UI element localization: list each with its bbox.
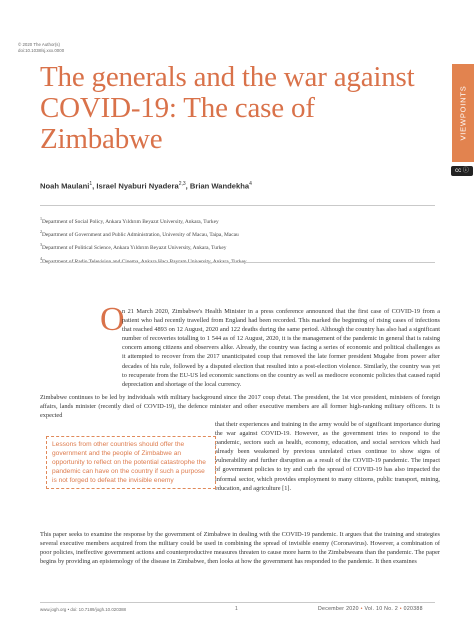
affiliation-text: Department of Government and Public Administration, University of Macau, Taipa, Macau [42,232,239,238]
affiliation-text: Department of Social Policy, Ankara Yıldırım Beyazıt University, Ankara, Turkey [42,218,219,225]
author-affil-ref: 4 [249,181,252,187]
section-tab-label: VIEWPOINTS [458,85,468,141]
affiliation-number: 4 [40,255,42,261]
footer-divider [40,602,435,603]
author-affil-ref: 1 [89,181,93,187]
doi-line: doi:10.1038/sj.xxx.0000 [18,48,65,53]
issue-info [318,606,423,612]
affiliation-item [40,254,420,267]
affiliation-list [40,214,420,267]
body-paragraph-3: This paper seeks to examine the response by the government of Zimbabwe in dealing with the COVID-19 pandemic. It argues that the training and strategies several executive members acquired from the military could be used in combining the spread of invisible enemy (Coronavirus). However, a combination of poor policies, ineffective government actions and counterproductive measures threaten to cause more harm to the Zimbabweans than the pandemic. The paper begins by providing an epistemology of the disease in Zimbabwe, then looks at how the government has responded to the pandemic. It then examines [40,531,440,566]
author-list: Noah Maulani$^1$, Israel Nyaburi Nyadera$^{2,3}$, Brian Wandekha$^4$ [40,181,252,191]
affiliation-text: Department of Political Science, Ankara Yıldırım Beyazıt University, Ankara, Turkey [42,245,227,252]
author-affil-ref: 2,3 [178,181,186,187]
issue-separator: • [360,606,363,612]
body-paragraph-1: n 21 March 2020, Zimbabwe's Health Minister in a press conference announced that the first case of COVID-19 from a patient who had recently travelled from England had been recorded. This marked the beginning of rising cases of infections that reached 4893 on 12 August, 2020 and 122 deaths during the same period. Although the country has also had a significant number of recoveries totalling to 1 544 as of 12 August, 2020, it is the management of the pandemic in general that is raising concern among citizens and observers alike. Already, the country was facing a series of economic and political challenges as it attempted to recover from the 2017 unanticipated coup that removed the late former president Mugabe from power after decades of his rule, followed by a disputed election that resulted into a post-election violence. Similarly, the country was yet to recuperate from the EU-US led economic sanctions on the country as well as mediocre economic policies that caused rapid depreciation and shortage of the local currency. [122,308,440,388]
issue-separator: • [399,606,402,612]
affiliation-item [40,214,420,227]
author-name: Brian Wandekha [189,181,250,191]
issue-date: December 2020 [318,606,359,612]
cc-license-icon: cc ⓘ [451,166,473,176]
article-title: The generals and the war against COVID-19: The case of Zimbabwe [40,61,415,155]
affiliation-number: 1 [40,216,42,221]
journal-url[interactable]: www.jogh.org • doi: 10.7189/jogh.10.020388 [40,607,126,612]
affiliation-number: 3 [40,242,42,248]
body-paragraph-2: Zimbabwe continues to be led by individuals with military background since the 2017 coup d'etat. The president, the 1st vice president, ministers of foreign affairs, lands minister (recently died of COVID-19), the defence minister and other executive members are all former high-ranking military officers. It is expected [40,394,440,420]
affiliation-item [40,240,420,253]
affiliation-number: 2 [40,229,42,235]
copyright-line: © 2020 The Author(s) [18,42,60,47]
divider [40,205,435,206]
author-name: Noah Maulani [40,181,90,191]
doi-block [18,42,64,54]
divider [40,262,435,263]
issue-id: 020388 [403,606,423,612]
page-number: 1 [235,606,238,612]
pull-quote: Lessons from other countries should offer the government and the people of Zimbabwe an opportunity to reflect on the potential catastrophe the pandemic can have on the country if such a purpose is not forged to defeat the invisible enemy [46,436,216,489]
section-tab [452,64,474,162]
author-name: Israel Nyaburi Nyadera [96,181,179,191]
affiliation-item [40,227,420,240]
issue-volume: Vol. 10 No. 2 [364,606,399,612]
drop-cap: O [100,301,125,338]
affiliation-text: Department of Radio Television and Cinema, Ankara Hacı Bayram University, Ankara, Turkey [42,258,247,265]
body-paragraph-2-continued: that their experiences and training in the army would be of significant importance during the war against COVID-19. However, as the government tries to respond to the pandemic, sectors such as health, economy, education, and social services which had already been weakened by previous unrelated crises continue to show signs of vulnerability and further disruption as a result of the COVID-19 pandemic. The impact of government policies to try and curb the spread of COVID-19 has also impacted the informal sector, which provides employment to many citizens, public transport, mining, education, and agriculture [1]. [215,421,440,492]
